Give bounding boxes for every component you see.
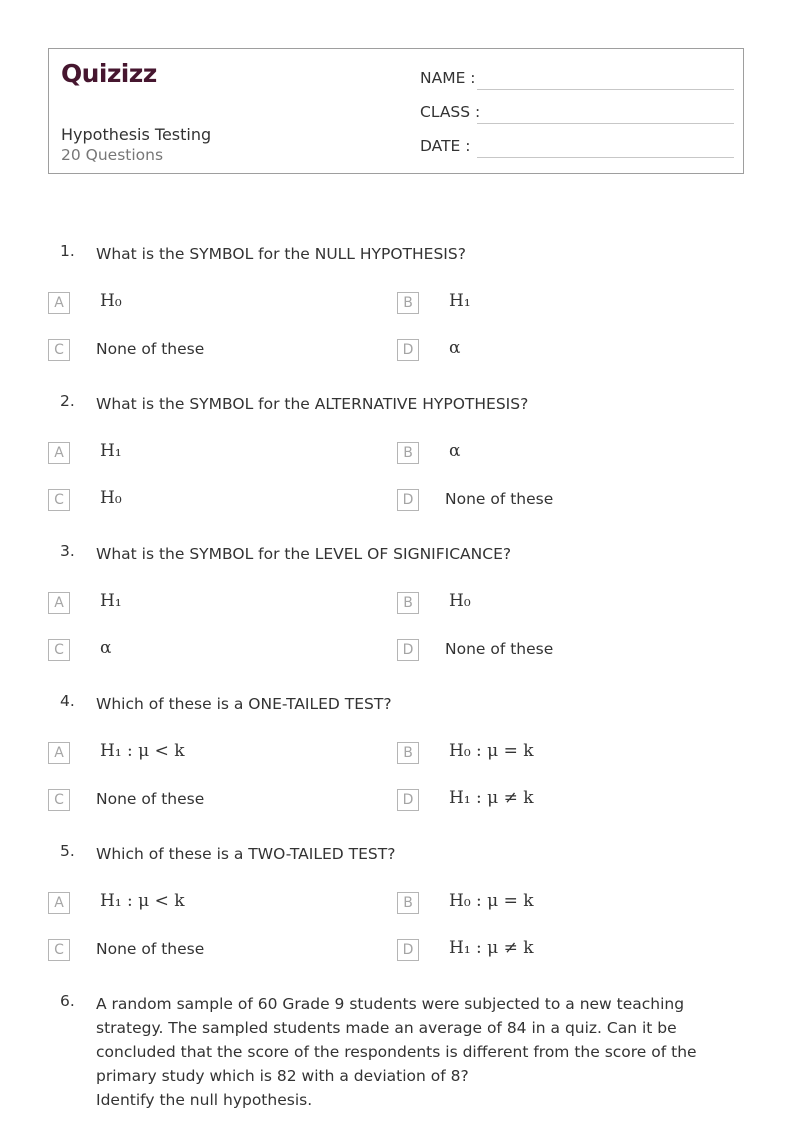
question-count: 20 Questions	[61, 146, 164, 164]
option-letter-box: A	[48, 442, 70, 464]
date-line[interactable]	[477, 157, 734, 158]
question-number: 3.	[60, 542, 75, 560]
question-text: A random sample of 60 Grade 9 students were subjected to a new teaching strategy. The sampled students made an average of 84 in a quiz. Can it be concluded that the score of the respondents is different from the score of the primary study which is 82 with a deviation of 8? Identify the null hypothesis.	[96, 995, 697, 1109]
worksheet-header	[48, 48, 744, 174]
option-text: α	[449, 441, 461, 461]
option-letter-box: B	[397, 292, 419, 314]
question-text: Which of these is a TWO-TAILED TEST?	[96, 845, 396, 863]
option-letter-box: D	[397, 789, 419, 811]
option-text: α	[449, 338, 461, 358]
option-letter-box: B	[397, 742, 419, 764]
option-text: None of these	[96, 940, 205, 958]
option-letter-box: C	[48, 339, 70, 361]
option-letter-box: B	[397, 892, 419, 914]
question-text: What is the SYMBOL for the ALTERNATIVE HYPOTHESIS?	[96, 395, 529, 413]
question-text: What is the SYMBOL for the NULL HYPOTHESIS?	[96, 245, 466, 263]
option-text: H₁	[100, 591, 122, 611]
date-field[interactable]	[420, 137, 734, 163]
question-number: 1.	[60, 242, 75, 260]
name-field[interactable]	[420, 69, 734, 95]
name-label: NAME :	[420, 69, 476, 87]
option-text: H₁ : μ < k	[100, 891, 185, 911]
question-number: 2.	[60, 392, 75, 410]
option-text: H₀	[100, 291, 122, 311]
option-letter-box: C	[48, 639, 70, 661]
option-letter-box: D	[397, 339, 419, 361]
option-text: None of these	[96, 790, 205, 808]
class-line[interactable]	[477, 123, 734, 124]
option-letter-box: B	[397, 442, 419, 464]
option-letter-box: A	[48, 292, 70, 314]
option-text: None of these	[445, 640, 554, 658]
option-text: α	[100, 638, 112, 658]
option-text: H₀ : μ = k	[449, 891, 534, 911]
option-text: H₁	[449, 291, 471, 311]
option-letter-box: D	[397, 639, 419, 661]
question-number: 5.	[60, 842, 75, 860]
option-text: H₁ : μ ≠ k	[449, 938, 534, 958]
class-field[interactable]	[420, 103, 734, 129]
date-label: DATE :	[420, 137, 471, 155]
option-text: H₁ : μ ≠ k	[449, 788, 534, 808]
option-letter-box: A	[48, 742, 70, 764]
quizizz-logo: Quizizz	[61, 59, 157, 88]
option-letter-box: C	[48, 939, 70, 961]
question-text: What is the SYMBOL for the LEVEL OF SIGNIFICANCE?	[96, 545, 512, 563]
option-text: H₁	[100, 441, 122, 461]
class-label: CLASS :	[420, 103, 481, 121]
option-letter-box: D	[397, 489, 419, 511]
option-letter-box: D	[397, 939, 419, 961]
question-text: Which of these is a ONE-TAILED TEST?	[96, 695, 392, 713]
option-text: H₁ : μ < k	[100, 741, 185, 761]
option-letter-box: C	[48, 789, 70, 811]
question-number: 4.	[60, 692, 75, 710]
option-text: None of these	[96, 340, 205, 358]
option-letter-box: C	[48, 489, 70, 511]
option-text: H₀	[100, 488, 122, 508]
worksheet-title: Hypothesis Testing	[61, 125, 212, 144]
option-text: H₀ : μ = k	[449, 741, 534, 761]
name-line[interactable]	[477, 89, 734, 90]
option-letter-box: A	[48, 592, 70, 614]
option-letter-box: A	[48, 892, 70, 914]
option-text: None of these	[445, 490, 554, 508]
option-letter-box: B	[397, 592, 419, 614]
question-number: 6.	[60, 992, 75, 1010]
option-text: H₀	[449, 591, 471, 611]
